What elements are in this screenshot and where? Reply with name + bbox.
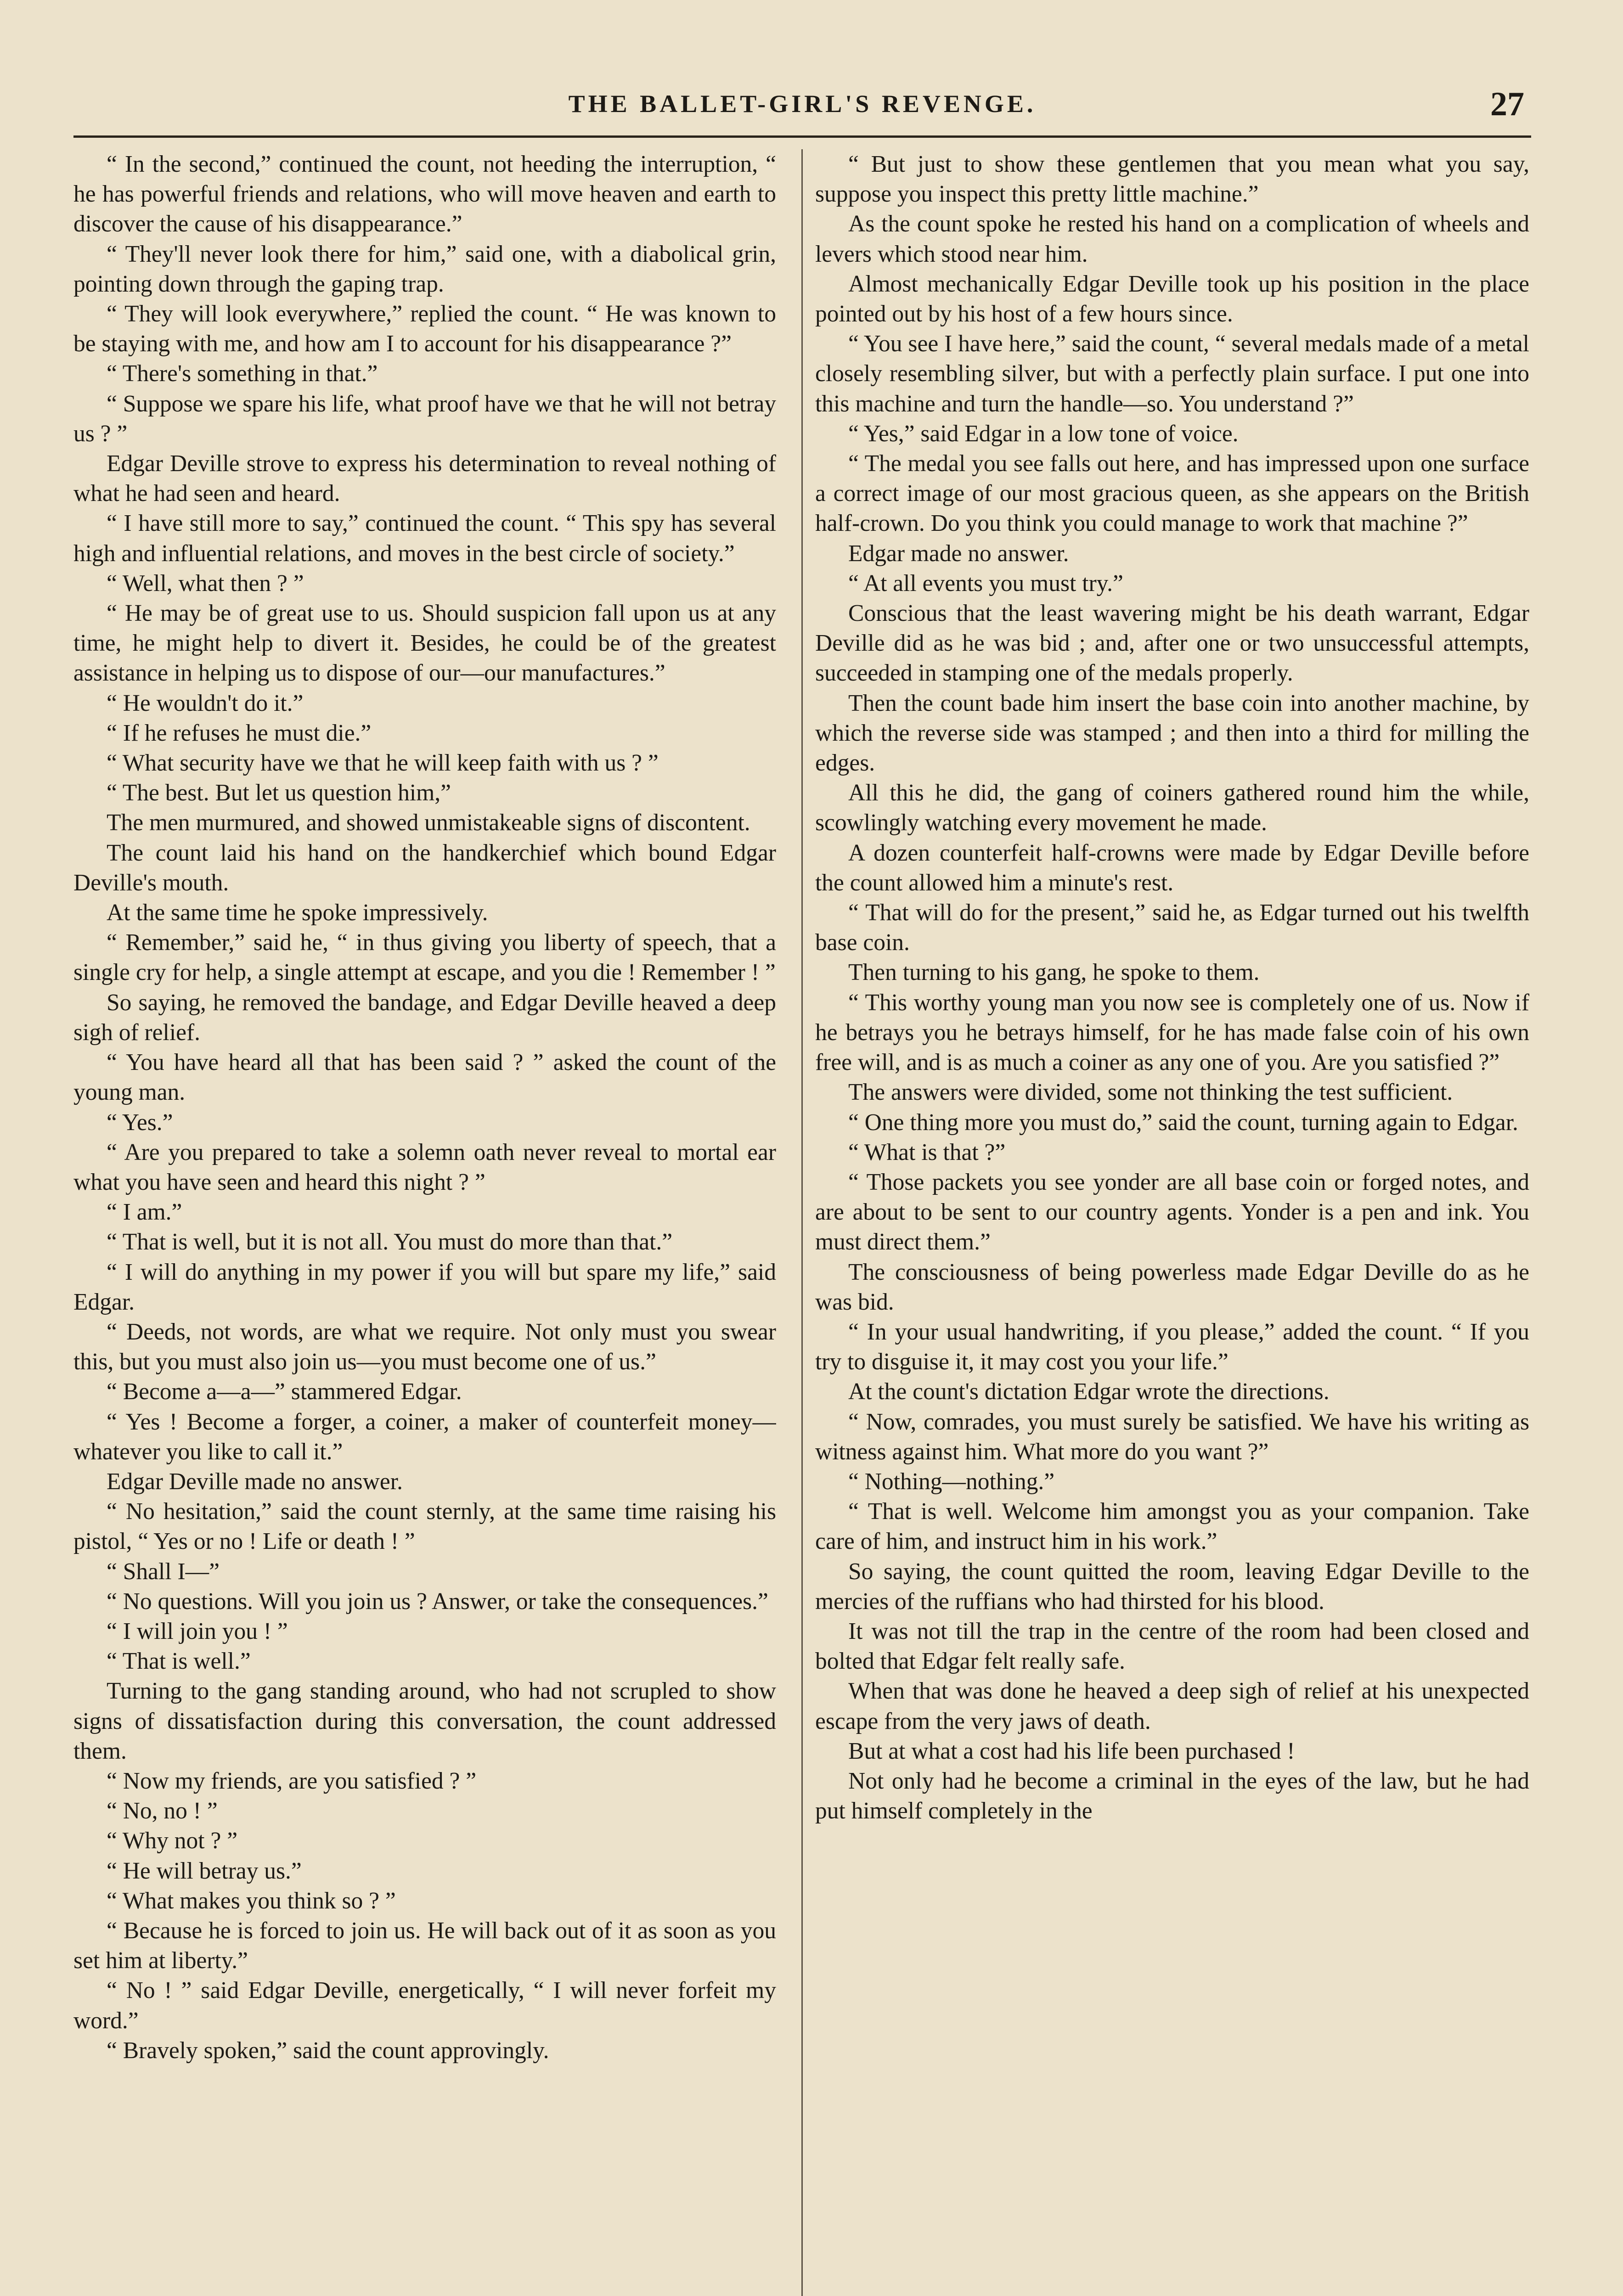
paragraph: “ They will look everywhere,” replied the count. “ He was known to be staying with me, and how am I to account for his disappearance ?” (73, 301, 776, 357)
paragraph: “ No hesitation,” said the count sternly, at the same time raising his pistol, “ Yes or no ! Life or death ! ” (73, 1498, 776, 1555)
paragraph: “ You see I have here,” said the count, “ several medals made of a metal closely resembling silver, but with a perfectly plain surface. I put one into this machine and turn the handle—so. You understand ?” (815, 331, 1529, 417)
paragraph: “ I have still more to say,” continued the count. “ This spy has several high and influential relations, and moves in the best circle of society.” (73, 510, 776, 567)
paragraph: When that was done he heaved a deep sigh of relief at his unexpected escape from the very jaws of death. (815, 1678, 1529, 1734)
paragraph: “ He will betray us.” (107, 1857, 302, 1884)
paragraph: “ That is well. Welcome him amongst you as your companion. Take care of him, and instruct him in his work.” (815, 1498, 1529, 1555)
paragraph: “ What makes you think so ? ” (107, 1887, 396, 1914)
paragraph: “ In the second,” continued the count, not heeding the interruption, “ he has powerful friends and relations, who will move heaven and earth to discover the cause of his disappearance.” (73, 151, 776, 237)
paragraph: At the count's dictation Edgar wrote the directions. (848, 1379, 1330, 1405)
paragraph: “ Yes ! Become a forger, a coiner, a maker of counterfeit money—whatever you like to call it.” (73, 1408, 776, 1465)
left-column (73, 149, 776, 2296)
paragraph: “ The medal you see falls out here, and has impressed upon one surface a correct image of our most gracious queen, as she appears on the British half-crown. Do you think you could manage to work that machine ?” (815, 450, 1529, 537)
paragraph: “ Suppose we spare his life, what proof have we that he will not betray us ? ” (73, 390, 776, 447)
running-head (73, 85, 1531, 138)
paragraph: “ They'll never look there for him,” said one, with a diabolical grin, pointing down through the gaping trap. (73, 241, 776, 297)
paragraph: “ Deeds, not words, are what we require. Not only must you swear this, but you must also join us—you must become one of us.” (73, 1318, 776, 1375)
paragraph: “ I will do anything in my power if you will but spare my life,” said Edgar. (73, 1259, 776, 1315)
paragraph: “ But just to show these gentlemen that you mean what you say, suppose you inspect this pretty little machine.” (815, 151, 1529, 208)
paragraph: So saying, the count quitted the room, leaving Edgar Deville to the mercies of the ruffians who had thirsted for his blood. (815, 1558, 1529, 1615)
paragraph: The consciousness of being powerless made Edgar Deville do as he was bid. (815, 1259, 1529, 1315)
paragraph: “ Because he is forced to join us. He will back out of it as soon as you set him at liberty.” (73, 1917, 776, 1974)
paragraph: “ No questions. Will you join us ? Answer, or take the consequences.” (107, 1588, 768, 1615)
running-title: THE BALLET-GIRL'S REVENGE. (568, 90, 1037, 118)
paragraph: “ Yes,” said Edgar in a low tone of voice. (848, 420, 1239, 447)
paragraph: “ Now my friends, are you satisfied ? ” (107, 1767, 477, 1794)
paragraph: The men murmured, and showed unmistakeable signs of discontent. (107, 810, 750, 836)
paragraph: As the count spoke he rested his hand on a complication of wheels and levers which stood near him. (815, 211, 1529, 267)
paragraph: “ No, no ! ” (107, 1798, 218, 1824)
paragraph: “ He may be of great use to us. Should suspicion fall upon us at any time, he might help to divert it. Besides, he could be of the greatest assistance in helping us to dispose of our—our manufactures.” (73, 600, 776, 687)
paragraph: “ Why not ? ” (107, 1828, 238, 1854)
paragraph: Then turning to his gang, he spoke to them. (848, 959, 1260, 986)
paragraph: All this he did, the gang of coiners gathered round him the while, scowlingly watching every movement he made. (815, 780, 1529, 836)
paragraph: “ That will do for the present,” said he, as Edgar turned out his twelfth base coin. (815, 900, 1529, 956)
right-column (815, 149, 1529, 2296)
paragraph: It was not till the trap in the centre of the room had been closed and bolted that Edgar felt really safe. (815, 1618, 1529, 1675)
paragraph: A dozen counterfeit half-crowns were made by Edgar Deville before the count allowed him a minute's rest. (815, 839, 1529, 896)
paragraph: At the same time he spoke impressively. (107, 900, 488, 926)
paragraph: Then the count bade him insert the base coin into another machine, by which the reverse side was stamped ; and then into a third for milling the edges. (815, 690, 1529, 777)
paragraph: “ Now, comrades, you must surely be satisfied. We have his writing as witness against him. What more do you want ?” (815, 1408, 1529, 1465)
paragraph: The count laid his hand on the handkerchief which bound Edgar Deville's mouth. (73, 839, 776, 896)
paragraph: “ Those packets you see yonder are all base coin or forged notes, and are about to be sent to our country agents. Yonder is a pen and ink. You must direct them.” (815, 1169, 1529, 1255)
paragraph: “ That is well.” (107, 1648, 251, 1675)
paragraph: But at what a cost had his life been purchased ! (848, 1738, 1295, 1764)
paragraph: “ Remember,” said he, “ in thus giving you liberty of speech, that a single cry for help, a single attempt at escape, and you die ! Remember ! ” (73, 929, 776, 986)
paragraph: “ What is that ?” (848, 1139, 1006, 1165)
paragraph: “ If he refuses he must die.” (107, 720, 372, 746)
paragraph: Turning to the gang standing around, who had not scrupled to show signs of dissatisfaction during this conversation, the count addressed them. (73, 1678, 776, 1764)
paragraph: “ One thing more you must do,” said the count, turning again to Edgar. (848, 1109, 1518, 1136)
paragraph: “ Yes.” (107, 1109, 173, 1136)
paragraph: “ No ! ” said Edgar Deville, energetically, “ I will never forfeit my word.” (73, 1977, 776, 2034)
paragraph: “ At all events you must try.” (848, 570, 1123, 597)
paragraph: Not only had he become a criminal in the eyes of the law, but he had put himself completely in the (815, 1767, 1529, 1824)
paragraph: So saying, he removed the bandage, and Edgar Deville heaved a deep sigh of relief. (73, 989, 776, 1046)
paragraph: Edgar made no answer. (848, 540, 1069, 567)
paragraph: Edgar Deville strove to express his determination to reveal nothing of what he had seen and heard. (73, 450, 776, 507)
paragraph: Conscious that the least wavering might be his death warrant, Edgar Deville did as he was bid ; and, after one or two unsuccessful attempts, succeeded in stamping one of the medals properly. (815, 600, 1529, 687)
paragraph: “ Well, what then ? ” (107, 570, 304, 597)
page-number: 27 (1490, 85, 1524, 123)
paragraph: “ Shall I—” (107, 1558, 220, 1585)
paragraph: “ There's something in that.” (107, 360, 378, 387)
paragraph: “ Are you prepared to take a solemn oath never reveal to mortal ear what you have seen and heard this night ? ” (73, 1139, 776, 1195)
paragraph: “ In your usual handwriting, if you please,” added the count. “ If you try to disguise it, it may cost you your life.” (815, 1318, 1529, 1375)
paragraph: “ I am.” (107, 1199, 182, 1226)
paragraph: Edgar Deville made no answer. (107, 1468, 403, 1495)
paragraph: “ What security have we that he will keep faith with us ? ” (107, 750, 659, 777)
paragraph: “ This worthy young man you now see is completely one of us. Now if he betrays you he betrays himself, for he has made false coin of his own free will, and is as much a coiner as any one of you. Are you satisfied ?” (815, 989, 1529, 1076)
paragraph: “ That is well, but it is not all. You must do more than that.” (107, 1229, 673, 1255)
paragraph: “ You have heard all that has been said ? ” asked the count of the young man. (73, 1049, 776, 1106)
paragraph: “ The best. But let us question him,” (107, 780, 451, 806)
column-divider (801, 149, 803, 2296)
paragraph: The answers were divided, some not thinking the test sufficient. (848, 1079, 1453, 1106)
paragraph: Almost mechanically Edgar Deville took up his position in the place pointed out by his host of a few hours since. (815, 270, 1529, 327)
paragraph: “ I will join you ! ” (107, 1618, 288, 1644)
paragraph: “ Become a—a—” stammered Edgar. (107, 1379, 462, 1405)
paragraph: “ He wouldn't do it.” (107, 690, 304, 716)
paragraph: “ Nothing—nothing.” (848, 1468, 1055, 1495)
paragraph: “ Bravely spoken,” said the count approvingly. (107, 2037, 549, 2064)
